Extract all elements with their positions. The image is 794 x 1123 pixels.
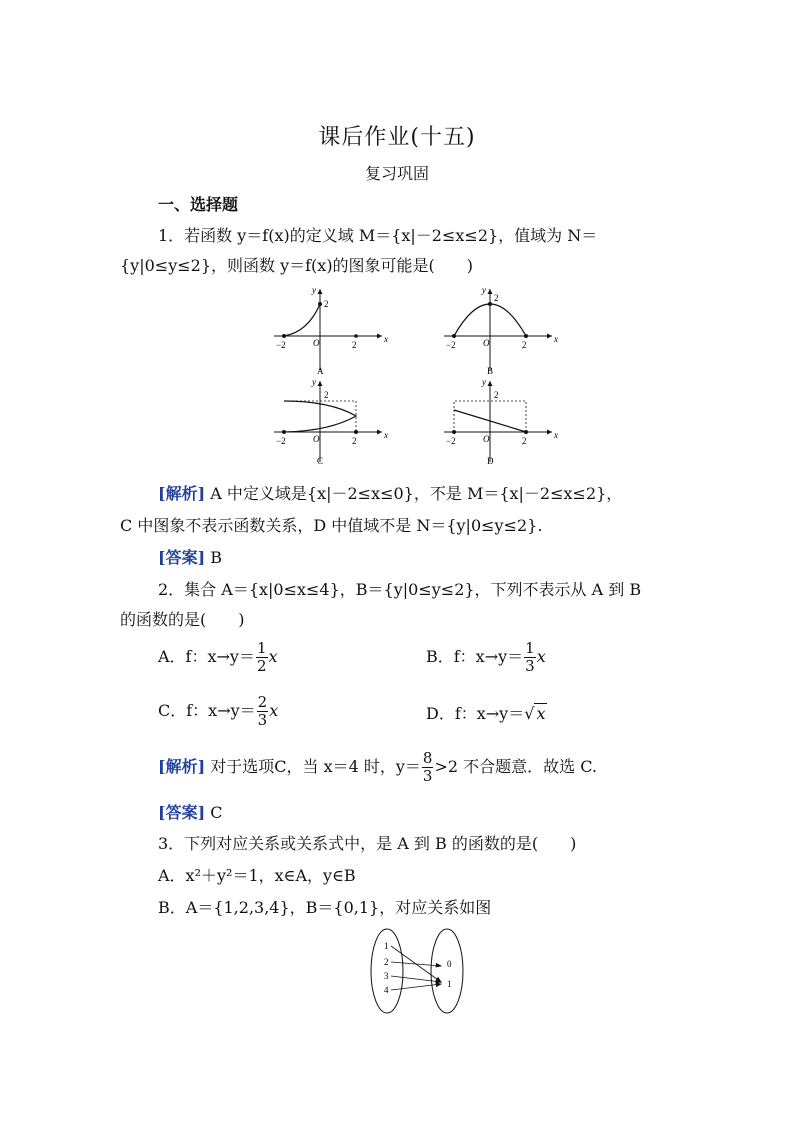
q2-option-b-fraction <box>524 640 536 675</box>
page-subtitle: 复习巩固 <box>364 164 429 183</box>
graph-b-pos-tick: 2 <box>522 340 527 350</box>
q2-option-d-prefix: D．f：x→y＝ <box>426 704 525 723</box>
q2-answer-line <box>158 803 223 823</box>
graph-d-pos-tick: 2 <box>522 436 527 446</box>
graph-d-y-label: y <box>482 377 486 387</box>
graph-b-y-label: y <box>482 285 486 295</box>
graph-b-neg-tick: −2 <box>446 340 456 350</box>
set-b-ellipse <box>431 929 463 1013</box>
q1-analysis-text1: A 中定义域是{x|－2≤x≤0}，不是 M＝{x|－2≤x≤2}， <box>210 484 623 503</box>
graph-c-neg-tick: −2 <box>276 436 286 446</box>
graph-a-y-tick: 2 <box>324 299 329 309</box>
graph-b-origin: O <box>483 338 490 348</box>
graph-a-neg-tick: −2 <box>276 340 286 350</box>
set-b-element-0: 0 <box>447 959 452 969</box>
set-b-element-1: 1 <box>447 979 452 989</box>
q2-analysis-before: 对于选项C，当 x＝4 时，y＝ <box>210 757 421 776</box>
q2-analysis-den: 3 <box>422 767 433 785</box>
q1-analysis-line2: C 中图象不表示函数关系，D 中值域不是 N＝{y|0≤y≤2}. <box>120 516 543 535</box>
q2-option-a <box>158 640 278 675</box>
page-title: 课后作业(十五) <box>318 125 476 150</box>
graph-c-y-label: y <box>312 377 316 387</box>
q2-option-b-den: 3 <box>525 657 535 675</box>
graph-c <box>270 376 395 468</box>
q1-analysis-line1 <box>158 484 622 504</box>
set-a-element-1: 1 <box>384 941 389 951</box>
graph-b-x-label: x <box>554 334 558 344</box>
q2-option-a-fraction <box>256 640 268 675</box>
q2-option-a-num: 1 <box>256 639 267 657</box>
q2-option-b <box>426 640 546 675</box>
q2-answer: C <box>210 803 223 822</box>
graph-c-x-label: x <box>384 430 388 440</box>
graph-b <box>440 284 565 376</box>
sqrt-icon: √ <box>524 704 535 723</box>
section-heading: 一、选择题 <box>158 195 239 214</box>
q1-stem-line1: 1．若函数 y＝f(x)的定义域 M＝{x|－2≤x≤2}，值域为 N＝ <box>158 226 598 245</box>
graph-d-y-tick: 2 <box>494 390 499 400</box>
graph-a-y-label: y <box>312 285 316 295</box>
graph-a-caption: A <box>317 366 324 376</box>
q2-option-b-num: 1 <box>525 639 535 657</box>
q1-analysis-tag: [解析] <box>158 484 206 503</box>
q3-option-a: A．x²＋y²＝1，x∈A，y∈B <box>158 866 356 885</box>
q1-answer: B <box>210 548 223 567</box>
q2-analysis-num: 8 <box>422 749 433 767</box>
q2-option-c <box>158 694 278 729</box>
q2-stem-line2: 的函数的是( ) <box>120 610 245 629</box>
q2-option-c-fraction <box>257 694 269 729</box>
q1-stem-line2: {y|0≤y≤2}，则函数 y＝f(x)的图象可能是( ) <box>120 256 474 275</box>
graph-d-neg-tick: −2 <box>446 436 456 446</box>
arrow-2-to-0 <box>391 962 441 966</box>
graph-d-origin: O <box>483 434 490 444</box>
set-a-element-2: 2 <box>384 957 389 967</box>
mapping-diagram <box>360 925 480 1017</box>
graph-c-origin: O <box>313 434 320 444</box>
q2-option-c-suffix: x <box>269 701 279 720</box>
graph-c-y-tick: 2 <box>324 390 329 400</box>
q3-stem: 3．下列对应关系或关系式中，是 A 到 B 的函数的是( ) <box>158 834 577 853</box>
q2-option-a-den: 2 <box>256 657 267 675</box>
graph-a-x-label: x <box>384 334 388 344</box>
q1-answer-line <box>158 548 222 568</box>
q2-option-a-suffix: x <box>268 647 278 666</box>
q2-analysis-tag: [解析] <box>158 757 206 776</box>
graph-a-pos-tick: 2 <box>352 340 357 350</box>
q2-analysis-after: >2 不合题意．故选 C. <box>434 757 597 776</box>
q2-option-c-prefix: C．f：x→y＝ <box>158 701 256 720</box>
q2-answer-tag: [答案] <box>158 803 206 822</box>
q2-option-b-suffix: x <box>536 647 546 666</box>
graph-a <box>270 284 395 376</box>
q2-option-b-prefix: B．f：x→y＝ <box>426 647 524 666</box>
q2-option-c-num: 2 <box>257 693 268 711</box>
q2-analysis-fraction <box>422 750 434 785</box>
graph-a-origin: O <box>313 338 320 348</box>
graph-d <box>440 376 565 468</box>
graph-c-caption: C <box>317 456 324 466</box>
set-a-element-3: 3 <box>384 971 389 981</box>
q3-option-b: B．A＝{1,2,3,4}，B＝{0,1}，对应关系如图 <box>158 898 492 917</box>
q2-option-c-den: 3 <box>257 711 268 729</box>
q1-answer-tag: [答案] <box>158 548 206 567</box>
q2-option-d-radicand: x <box>536 704 546 723</box>
graph-b-y-tick: 2 <box>494 293 499 303</box>
graph-d-x-label: x <box>554 430 558 440</box>
q2-option-a-prefix: A．f：x→y＝ <box>158 647 255 666</box>
graph-d-caption: D <box>487 456 494 466</box>
q2-analysis-line <box>158 750 597 785</box>
graph-c-pos-tick: 2 <box>352 436 357 446</box>
graph-b-caption: B <box>487 366 494 376</box>
arrow-4-to-1 <box>391 984 441 990</box>
set-a-element-4: 4 <box>384 985 389 995</box>
q2-option-d <box>426 704 547 724</box>
q2-stem-line1: 2．集合 A＝{x|0≤x≤4}，B＝{y|0≤y≤2}，下列不表示从 A 到 B <box>158 580 642 599</box>
